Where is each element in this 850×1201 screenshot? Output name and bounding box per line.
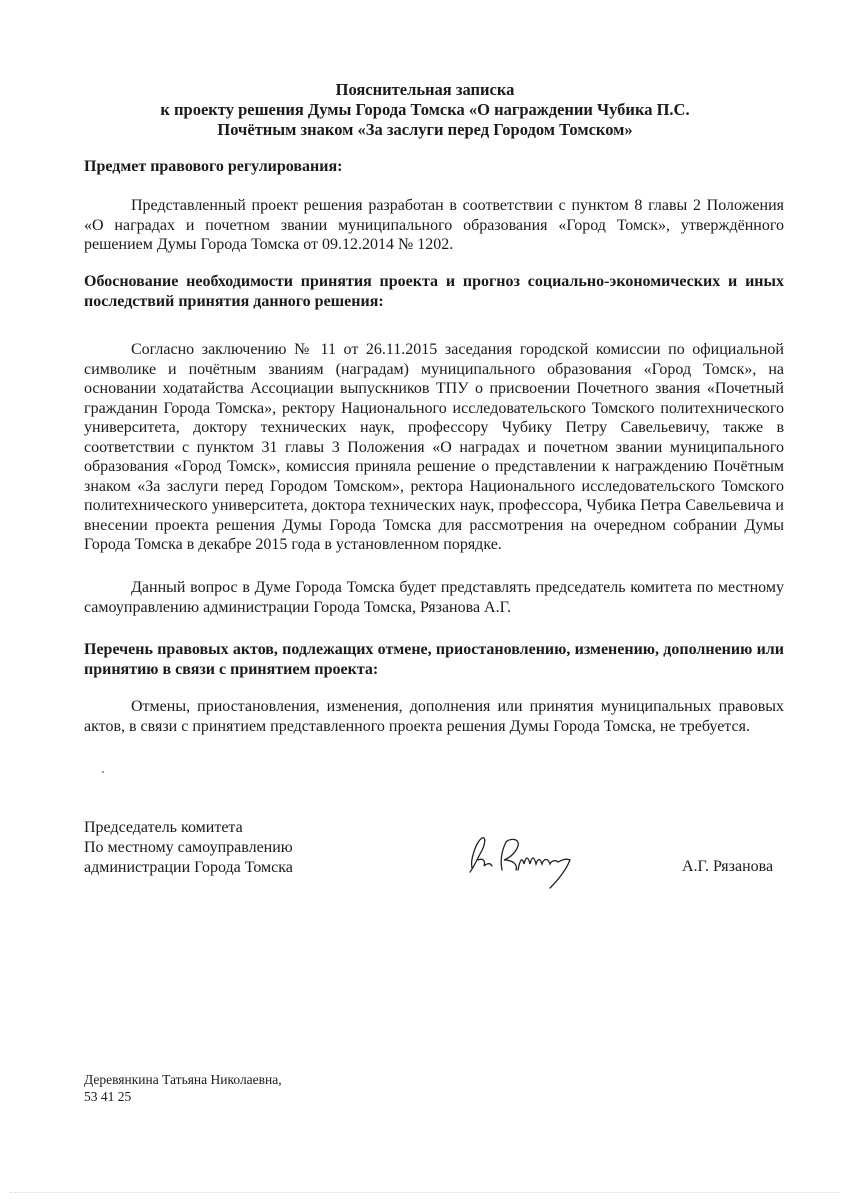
section-paragraph: Согласно заключению № 11 от 26.11.2015 заседания городской комиссии по официальной символике и почётным званиям (наградам) муниципального образования «Город Томск», на основании ходатайства Ассоциации выпускников ТПУ о присвоении Почетного звания «Почетный гражданин Города Томска», ректору Национального исследовательского Томского политехнического университета, доктору технических наук, профессору Чубику Петру Савельевичу, также в соответствии с пунктом 31 главы 3 Положения «О наградах и почетном звании муниципального образования «Город Томск», комиссия приняла решение о представлении к награждению Почётным знаком «За заслуги перед Городом Томском», ректора Национального исследовательского Томского политехнического университета, доктора технических наук, профессора, Чубика Петра Савельевича и внесении проекта решения Думы Города Томска для рассмотрения на очередном собрании Думы Города Томска в декабре 2015 года в установленном порядке. bbox=[84, 341, 784, 553]
section-paragraph: Отмены, приостановления, изменения, дополнения или принятия муниципальных правовых актов, в связи с принятием представленного проекта решения Думы Города Томска, не требуется. bbox=[84, 698, 784, 735]
scan-artifact-line bbox=[10, 1192, 840, 1194]
section-heading-subject: Предмет правового регулирования: bbox=[84, 158, 343, 175]
signer-position bbox=[84, 818, 293, 878]
document-subtitle-line-1: к проекту решения Думы Города Томска «О награждении Чубика П.С. bbox=[160, 100, 690, 119]
contact-phone: 53 41 25 bbox=[84, 1089, 132, 1104]
signature-icon bbox=[462, 830, 592, 890]
section-paragraph: Представленный проект решения разработан в соответствии с пунктом 8 главы 2 Положения «О наградах и почетном звании муниципального образования «Город Томск», утверждённого решением Думы Города Томска от 09.12.2014 № 1202. bbox=[84, 197, 784, 253]
document-subtitle-line-2: Почётным знаком «За заслуги перед Городом Томском» bbox=[217, 120, 633, 139]
signer-position-line: По местному самоуправлению bbox=[84, 839, 293, 856]
signer-name: А.Г. Рязанова bbox=[682, 858, 774, 875]
section-heading-justification: Обоснование необходимости принятия проекта и прогноз социально-экономических и иных последствий принятия данного решения: bbox=[84, 273, 784, 310]
signer-position-line: администрации Города Томска bbox=[84, 859, 293, 876]
section-paragraph: Данный вопрос в Думе Города Томска будет представлять председатель комитета по местному самоуправлению администрации Города Томска, Рязанова А.Г. bbox=[84, 579, 784, 616]
scan-speck bbox=[102, 771, 104, 773]
contact-name: Деревянкина Татьяна Николаевна, bbox=[84, 1072, 282, 1087]
contact-info bbox=[84, 1071, 282, 1105]
section-heading-legal-acts: Перечень правовых актов, подлежащих отмене, приостановлению, изменению, дополнению или принятию в связи с принятием проекта: bbox=[84, 641, 784, 678]
document-title: Пояснительная записка bbox=[335, 80, 515, 99]
signer-position-line: Председатель комитета bbox=[84, 819, 243, 836]
